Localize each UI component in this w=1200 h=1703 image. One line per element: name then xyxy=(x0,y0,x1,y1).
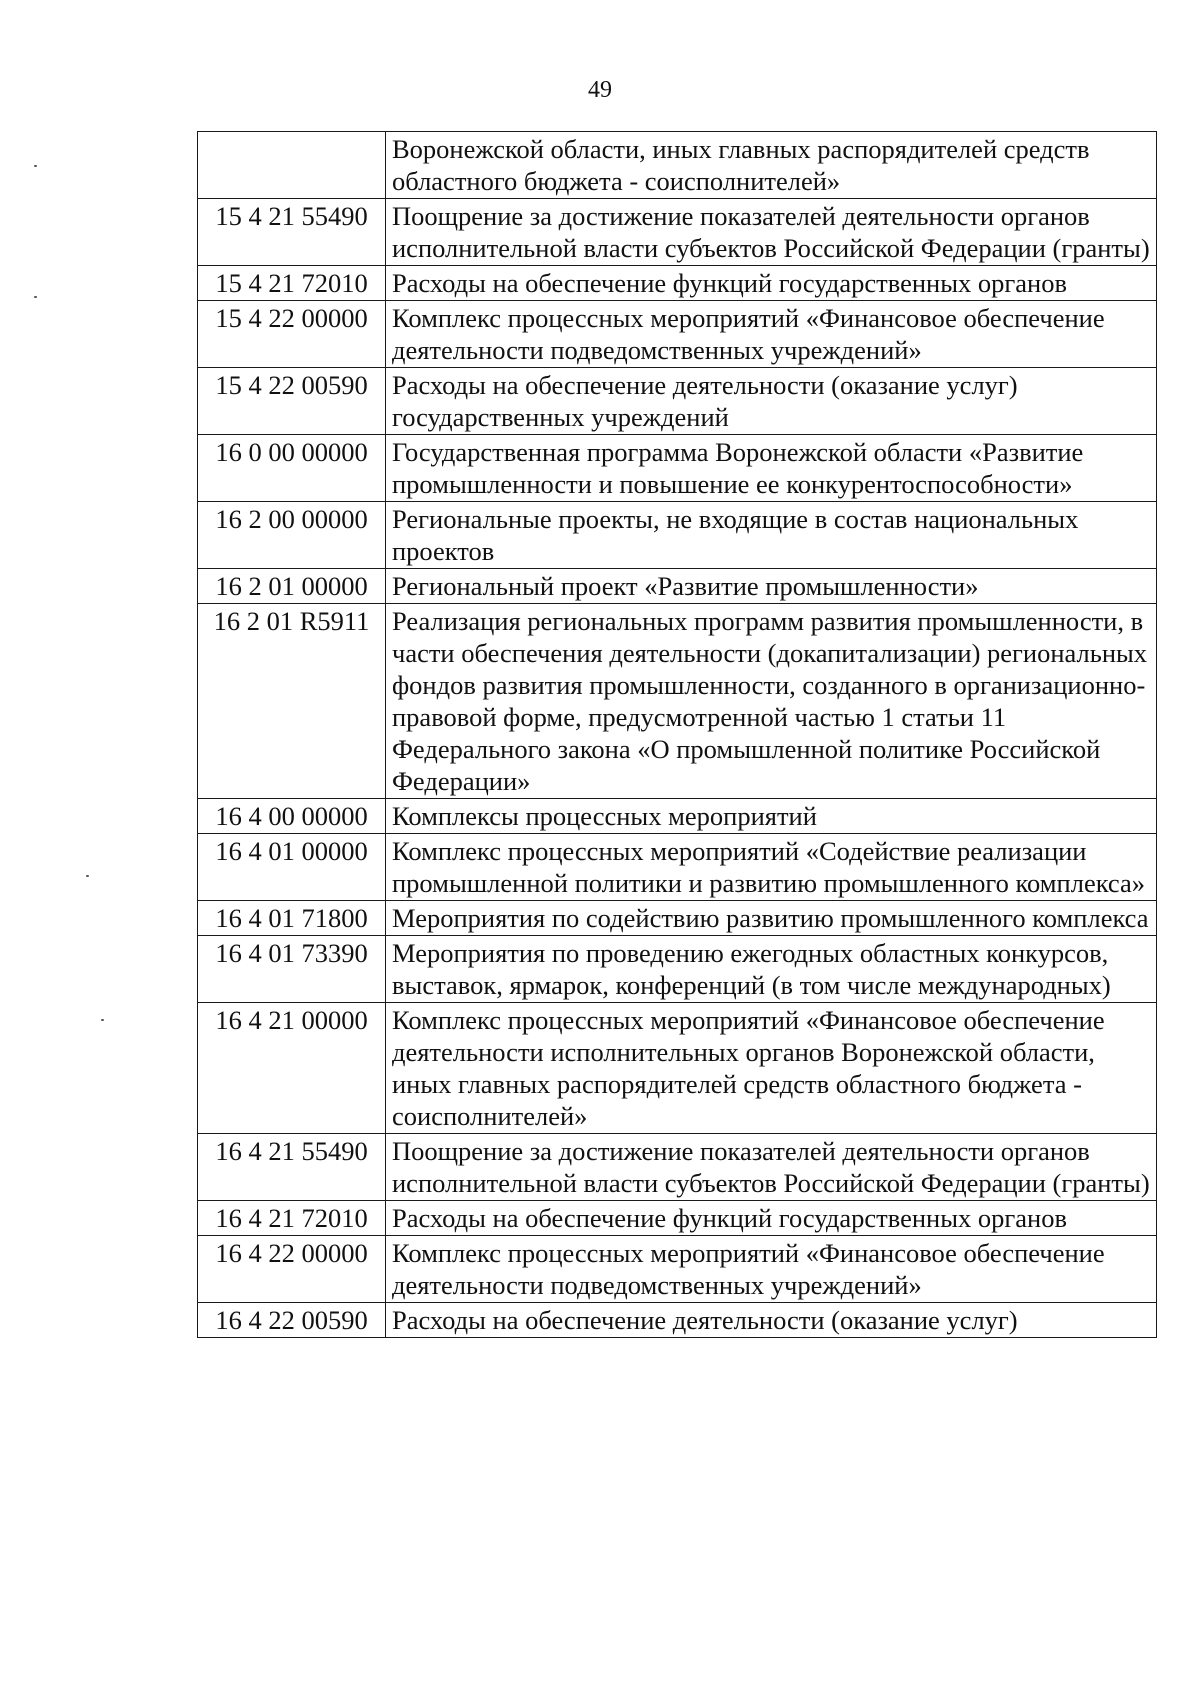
table-row xyxy=(198,1303,1157,1338)
row-description: Мероприятия по содействию развитию промышленного комплекса xyxy=(386,901,1157,936)
row-code: 16 4 01 73390 xyxy=(198,936,386,1003)
table-row xyxy=(198,799,1157,834)
row-description: Комплекс процессных мероприятий «Финансовое обеспечение деятельности подведомственных учреждений» xyxy=(386,301,1157,368)
row-description: Расходы на обеспечение функций государственных органов xyxy=(386,1201,1157,1236)
scan-speck xyxy=(86,875,89,877)
table-row xyxy=(198,132,1157,199)
row-code: 16 4 21 72010 xyxy=(198,1201,386,1236)
row-code: 16 4 00 00000 xyxy=(198,799,386,834)
row-code: 15 4 21 72010 xyxy=(198,266,386,301)
row-description: Комплекс процессных мероприятий «Финансовое обеспечение деятельности исполнительных органов Воронежской области, иных главных распорядителей средств областного бюджета - соисполнителей» xyxy=(386,1003,1157,1134)
scan-speck xyxy=(34,296,37,298)
table-row xyxy=(198,301,1157,368)
row-description: Мероприятия по проведению ежегодных областных конкурсов, выставок, ярмарок, конференций (в том числе международных) xyxy=(386,936,1157,1003)
table-row xyxy=(198,901,1157,936)
row-code: 16 4 01 00000 xyxy=(198,834,386,901)
row-code: 15 4 21 55490 xyxy=(198,199,386,266)
budget-classification-table xyxy=(197,131,1157,1338)
table-row xyxy=(198,936,1157,1003)
row-code: 16 2 00 00000 xyxy=(198,502,386,569)
table-row xyxy=(198,199,1157,266)
row-description: Региональный проект «Развитие промышленности» xyxy=(386,569,1157,604)
row-code: 16 2 01 00000 xyxy=(198,569,386,604)
table-row xyxy=(198,368,1157,435)
row-description: Расходы на обеспечение деятельности (оказание услуг) xyxy=(386,1303,1157,1338)
row-code: 16 0 00 00000 xyxy=(198,435,386,502)
row-description: Расходы на обеспечение деятельности (оказание услуг) государственных учреждений xyxy=(386,368,1157,435)
row-code: 16 2 01 R5911 xyxy=(198,604,386,799)
row-description: Расходы на обеспечение функций государственных органов xyxy=(386,266,1157,301)
row-code xyxy=(198,132,386,199)
row-code: 16 4 22 00590 xyxy=(198,1303,386,1338)
row-description: Поощрение за достижение показателей деятельности органов исполнительной власти субъектов Российской Федерации (гранты) xyxy=(386,199,1157,266)
row-code: 16 4 21 55490 xyxy=(198,1134,386,1201)
table-row xyxy=(198,569,1157,604)
table-row xyxy=(198,604,1157,799)
table-row xyxy=(198,1134,1157,1201)
table-row xyxy=(198,1201,1157,1236)
row-code: 16 4 01 71800 xyxy=(198,901,386,936)
row-description: Поощрение за достижение показателей деятельности органов исполнительной власти субъектов Российской Федерации (гранты) xyxy=(386,1134,1157,1201)
row-description: Комплексы процессных мероприятий xyxy=(386,799,1157,834)
row-description: Комплекс процессных мероприятий «Содействие реализации промышленной политики и развитию промышленного комплекса» xyxy=(386,834,1157,901)
row-description: Воронежской области, иных главных распорядителей средств областного бюджета - соисполнителей» xyxy=(386,132,1157,199)
row-description: Региональные проекты, не входящие в состав национальных проектов xyxy=(386,502,1157,569)
row-code: 16 4 21 00000 xyxy=(198,1003,386,1134)
row-description: Комплекс процессных мероприятий «Финансовое обеспечение деятельности подведомственных учреждений» xyxy=(386,1236,1157,1303)
row-code: 16 4 22 00000 xyxy=(198,1236,386,1303)
row-description: Реализация региональных программ развития промышленности, в части обеспечения деятельности (докапитализации) региональных фондов развития промышленности, созданного в организационно-правовой форме, предусмотренной частью 1 статьи 11 Федерального закона «О промышленной политике Российской Федерации» xyxy=(386,604,1157,799)
table-row xyxy=(198,435,1157,502)
scan-speck xyxy=(34,165,37,167)
scan-speck xyxy=(101,1019,104,1021)
table-row xyxy=(198,502,1157,569)
table-row xyxy=(198,266,1157,301)
page-number: 49 xyxy=(588,77,612,103)
table-body xyxy=(198,132,1157,1338)
row-code: 15 4 22 00590 xyxy=(198,368,386,435)
row-code: 15 4 22 00000 xyxy=(198,301,386,368)
row-description: Государственная программа Воронежской области «Развитие промышленности и повышение ее конкурентоспособности» xyxy=(386,435,1157,502)
table-row xyxy=(198,1236,1157,1303)
table-row xyxy=(198,1003,1157,1134)
table-row xyxy=(198,834,1157,901)
